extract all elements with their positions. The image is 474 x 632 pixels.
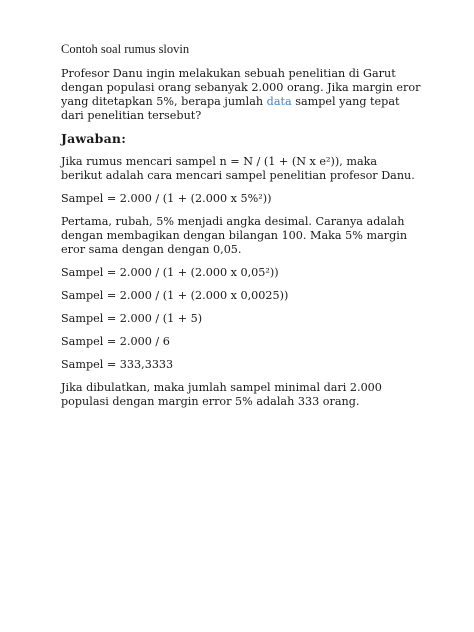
formula-intro: Jika rumus mencari sampel n = N / (1 + (N x e²)), maka berikut adalah cara mencari sampel penelitian profesor Danu.	[61, 155, 415, 182]
calculation-step: Sampel = 2.000 / (1 + (2.000 x 5%²))	[61, 192, 272, 205]
document-body	[61, 42, 421, 418]
answer-heading: Jawaban:	[61, 131, 127, 146]
calculation-step: Sampel = 2.000 / (1 + (2.000 x 0,05²))	[61, 266, 279, 279]
question-paragraph	[61, 67, 421, 123]
question-text-end: sampel yang tepat dari penelitian tersebut?	[61, 95, 400, 122]
explanation-paragraph: Pertama, rubah, 5% menjadi angka desimal. Caranya adalah dengan membagikan dengan bilangan 100. Maka 5% margin eror sama dengan dengan 0,05.	[61, 215, 408, 256]
conclusion-paragraph: Jika dibulatkan, maka jumlah sampel minimal dari 2.000 populasi dengan margin error 5% adalah 333 orang.	[61, 381, 382, 408]
data-link[interactable]: data	[266, 95, 292, 108]
calculation-step: Sampel = 2.000 / (1 + 5)	[61, 312, 203, 325]
calculation-step: Sampel = 2.000 / (1 + (2.000 x 0,0025))	[61, 289, 289, 302]
calculation-result: Sampel = 333,3333	[61, 358, 174, 371]
calculation-step: Sampel = 2.000 / 6	[61, 335, 170, 348]
question-text-start: Profesor Danu ingin melakukan sebuah penelitian di Garut dengan populasi orang sebanyak 2.000 orang. Jika margin eror yang ditetapkan 5%, berapa jumlah	[61, 67, 421, 108]
document-title: Contoh soal rumus slovin	[61, 42, 190, 56]
